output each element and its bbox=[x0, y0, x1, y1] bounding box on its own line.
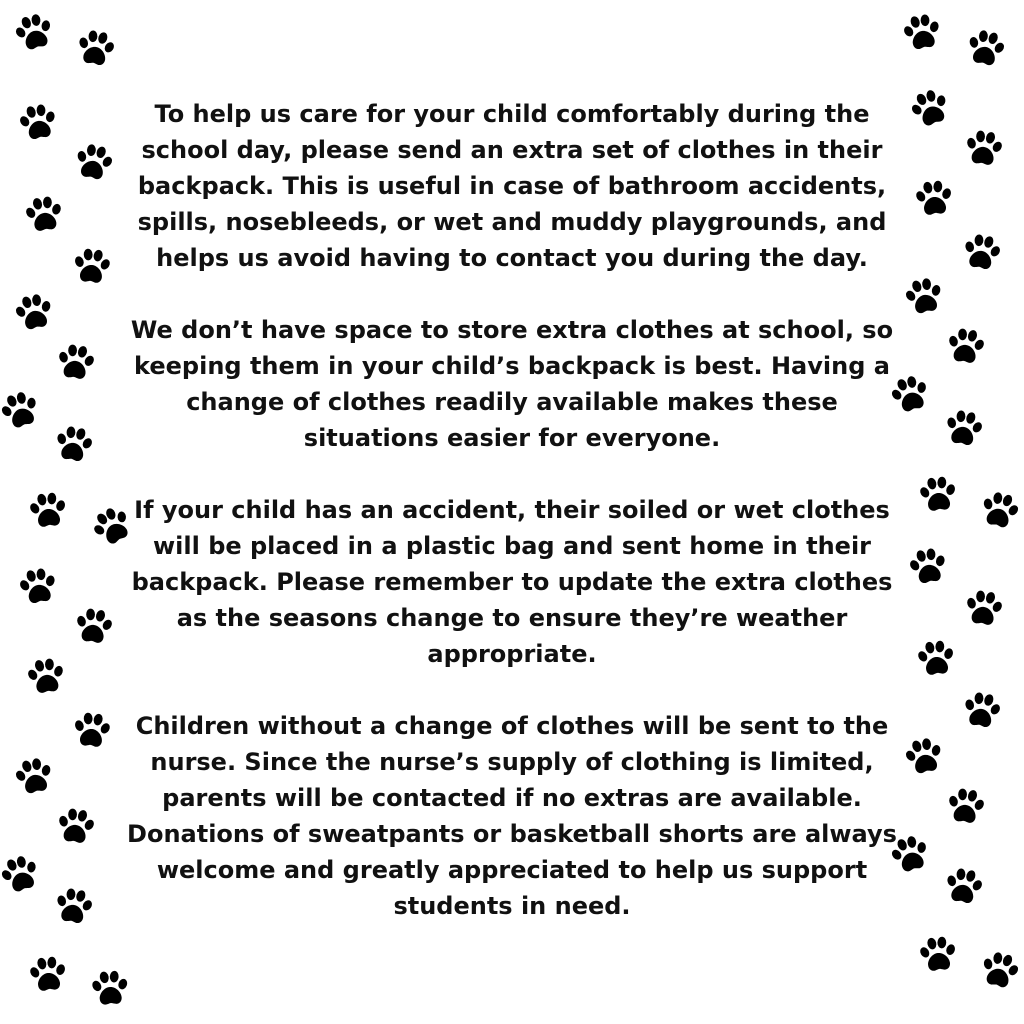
paw-print-icon bbox=[976, 946, 1024, 994]
paragraph-extra-clothes: To help us care for your child comfortably during the school day, please send an extra set of clothes in their backpack. This is useful in case of bathroom accidents, spills, nosebleeds, or wet and muddy playgrounds, and helps us avoid having to contact you during the day. bbox=[137, 100, 887, 272]
paw-print-icon bbox=[0, 849, 45, 899]
paw-print-icon bbox=[959, 229, 1005, 275]
paw-print-icon bbox=[916, 932, 960, 976]
paw-print-icon bbox=[962, 24, 1009, 71]
paw-print-icon bbox=[10, 752, 57, 799]
paw-print-icon bbox=[961, 585, 1006, 630]
paw-print-icon bbox=[976, 486, 1024, 534]
paw-print-icon bbox=[21, 191, 66, 236]
paw-print-icon bbox=[71, 603, 116, 648]
paragraph-accidents: If your child has an accident, their soiled or wet clothes will be placed in a plastic bag and sent home in their backpack. Please remember to update the extra clothes as the seasons change to ensure they’re weather appropriate. bbox=[131, 496, 893, 668]
paw-print-icon bbox=[10, 8, 59, 57]
paragraph-storage: We don’t have space to store extra clothes at school, so keeping them in your child’s backpack is best. Having a change of clothes readily available makes these situations easier for everyone. bbox=[130, 316, 894, 452]
paragraph-nurse: Children without a change of clothes will be sent to the nurse. Since the nurse’s supply of clothing is limited, parents will be contacted if no extras are available. Donations of sweatpants or basketball shorts are always welcome and greatly appreciated to help us support students in need. bbox=[127, 712, 897, 920]
paw-print-icon bbox=[916, 472, 960, 516]
paw-print-icon bbox=[961, 125, 1006, 170]
paw-print-icon bbox=[941, 405, 987, 451]
paw-print-icon bbox=[10, 288, 57, 335]
paw-print-icon bbox=[70, 138, 117, 185]
paw-print-icon bbox=[959, 687, 1005, 733]
paw-print-icon bbox=[73, 25, 119, 71]
notice-text bbox=[122, 96, 902, 960]
paw-print-icon bbox=[51, 883, 97, 929]
paw-print-icon bbox=[900, 272, 947, 319]
paw-print-icon bbox=[900, 732, 947, 779]
paw-print-icon bbox=[943, 323, 988, 368]
paw-print-icon bbox=[941, 863, 987, 909]
paw-print-icon bbox=[905, 543, 951, 589]
paw-print-icon bbox=[26, 952, 70, 996]
paw-print-icon bbox=[904, 82, 955, 133]
paw-print-icon bbox=[899, 9, 945, 55]
paw-print-icon bbox=[89, 967, 132, 1010]
paw-print-icon bbox=[51, 421, 97, 467]
paw-print-icon bbox=[70, 708, 114, 752]
paw-print-icon bbox=[26, 488, 70, 532]
paw-print-icon bbox=[53, 339, 98, 384]
paw-print-icon bbox=[943, 783, 988, 828]
paw-print-icon bbox=[23, 653, 68, 698]
paw-print-icon bbox=[912, 176, 956, 220]
paw-print-icon bbox=[15, 563, 61, 609]
paw-print-icon bbox=[914, 636, 958, 680]
paw-print-icon bbox=[53, 803, 98, 848]
paw-print-icon bbox=[15, 99, 61, 145]
paw-print-icon bbox=[0, 385, 45, 435]
paw-print-icon bbox=[70, 244, 114, 288]
